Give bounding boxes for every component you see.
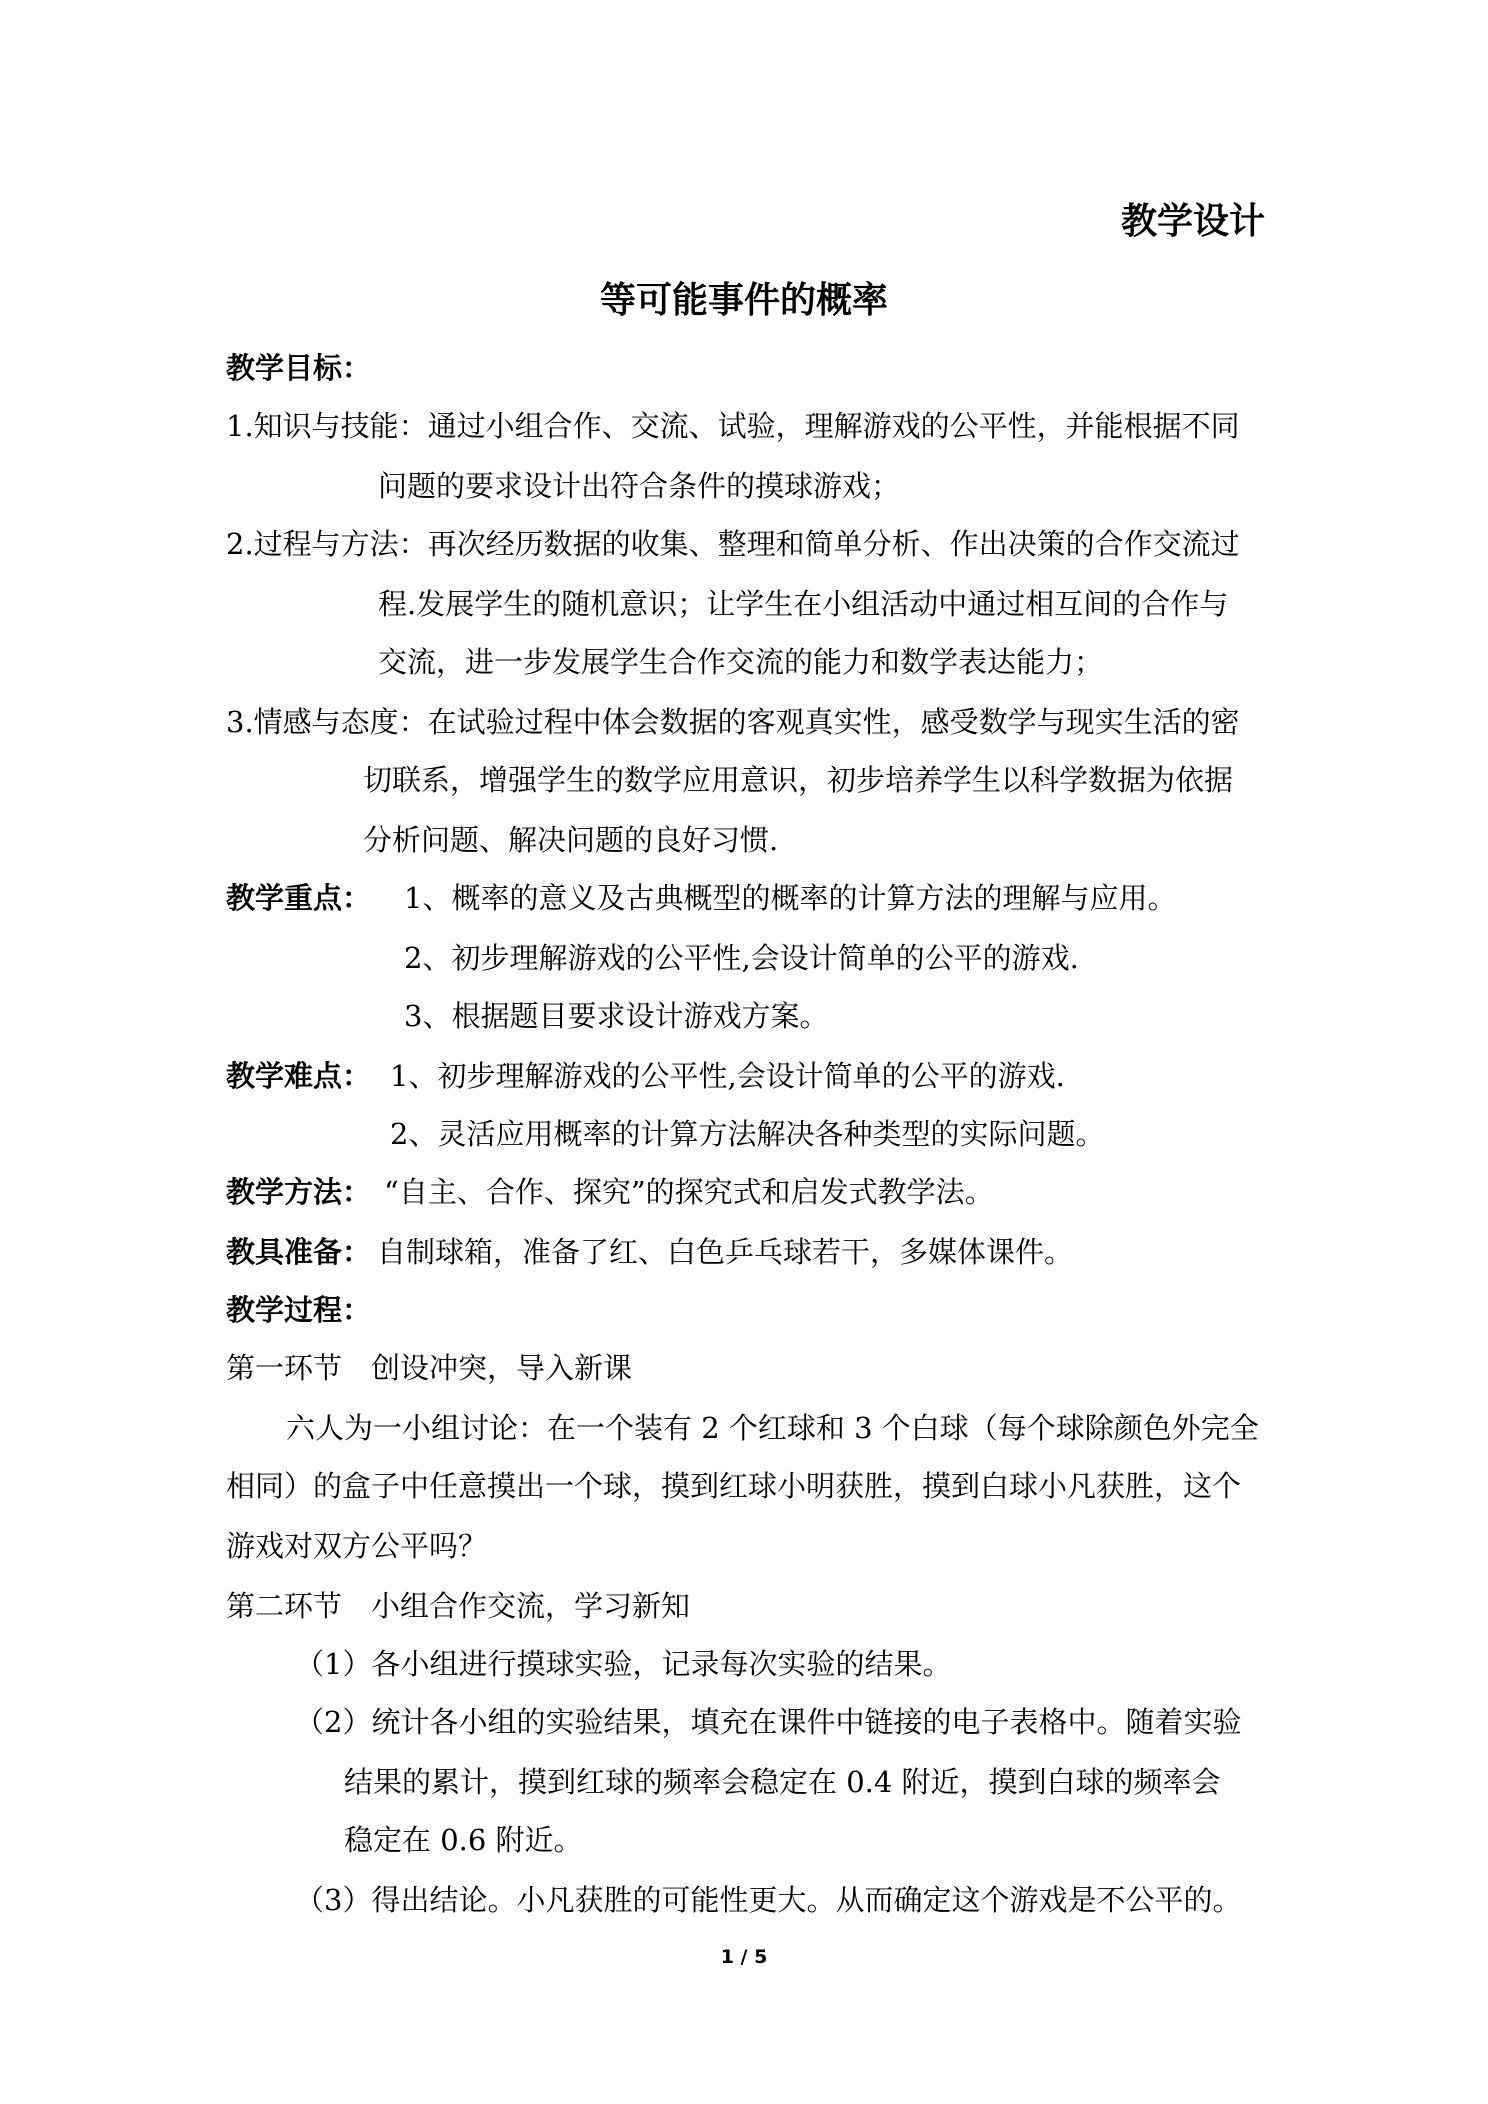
section-1-line-1: 六人为一小组讨论：在一个装有 2 个红球和 3 个白球（每个球除颜色外完全 [286, 1411, 1259, 1445]
section-2-title: 第二环节 小组合作交流，学习新知 [226, 1589, 691, 1623]
objective-1-line-2: 问题的要求设计出符合条件的摸球游戏； [378, 469, 901, 503]
difficulties-heading: 教学难点： [226, 1059, 372, 1093]
objective-3-line-2: 切联系，增强学生的数学应用意识，初步培养学生以科学数据为依据 [363, 763, 1234, 797]
objective-3-line-3: 分析问题、解决问题的良好习惯. [363, 823, 779, 857]
step-2-line-1: （2）统计各小组的实验结果，填充在课件中链接的电子表格中。随着实验 [295, 1705, 1242, 1739]
step-2-line-2: 结果的累计，摸到红球的频率会稳定在 0.4 附近，摸到白球的频率会 [344, 1765, 1221, 1799]
process-heading: 教学过程： [226, 1293, 372, 1327]
section-1-line-3: 游戏对双方公平吗？ [226, 1529, 488, 1563]
difficulty-2: 2、灵活应用概率的计算方法解决各种类型的实际问题。 [390, 1117, 1105, 1151]
step-2-line-3: 稳定在 0.6 附近。 [344, 1823, 583, 1857]
method-text: “自主、合作、探究”的探究式和启发式教学法。 [384, 1175, 994, 1209]
materials-heading: 教具准备： [226, 1235, 372, 1269]
objective-2-line-1: 2.过程与方法：再次经历数据的收集、整理和简单分析、作出决策的合作交流过 [226, 527, 1240, 561]
document-subtitle: 等可能事件的概率 [599, 280, 888, 321]
objective-3-line-1: 3.情感与态度：在试验过程中体会数据的客观真实性，感受数学与现实生活的密 [226, 705, 1240, 739]
key-point-3: 3、根据题目要求设计游戏方案。 [404, 999, 829, 1033]
section-1-title: 第一环节 创设冲突，导入新课 [226, 1351, 633, 1385]
section-1-line-2: 相同）的盒子中任意摸出一个球，摸到红球小明获胜，摸到白球小凡获胜，这个 [226, 1469, 1242, 1503]
materials-text: 自制球箱，准备了红、白色乒乓球若干，多媒体课件。 [377, 1235, 1074, 1269]
document-title: 教学设计 [1120, 201, 1265, 242]
key-points-heading: 教学重点： [226, 881, 372, 915]
step-1: （1）各小组进行摸球实验，记录每次实验的结果。 [295, 1647, 952, 1681]
method-heading: 教学方法： [226, 1175, 372, 1209]
difficulty-1: 1、初步理解游戏的公平性,会设计简单的公平的游戏. [390, 1059, 1065, 1093]
key-point-2: 2、初步理解游戏的公平性,会设计简单的公平的游戏. [404, 941, 1079, 975]
objectives-heading: 教学目标： [226, 351, 372, 385]
key-point-1: 1、概率的意义及古典概型的概率的计算方法的理解与应用。 [404, 881, 1177, 915]
objective-1-line-1: 1.知识与技能：通过小组合作、交流、试验，理解游戏的公平性，并能根据不同 [226, 409, 1240, 443]
objective-2-line-3: 交流，进一步发展学生合作交流的能力和数学表达能力； [378, 645, 1104, 679]
page-number: 1 / 5 [720, 1946, 768, 1968]
step-3: （3）得出结论。小凡获胜的可能性更大。从而确定这个游戏是不公平的。 [295, 1883, 1242, 1917]
objective-2-line-2: 程.发展学生的随机意识；让学生在小组活动中通过相互间的合作与 [378, 587, 1229, 621]
